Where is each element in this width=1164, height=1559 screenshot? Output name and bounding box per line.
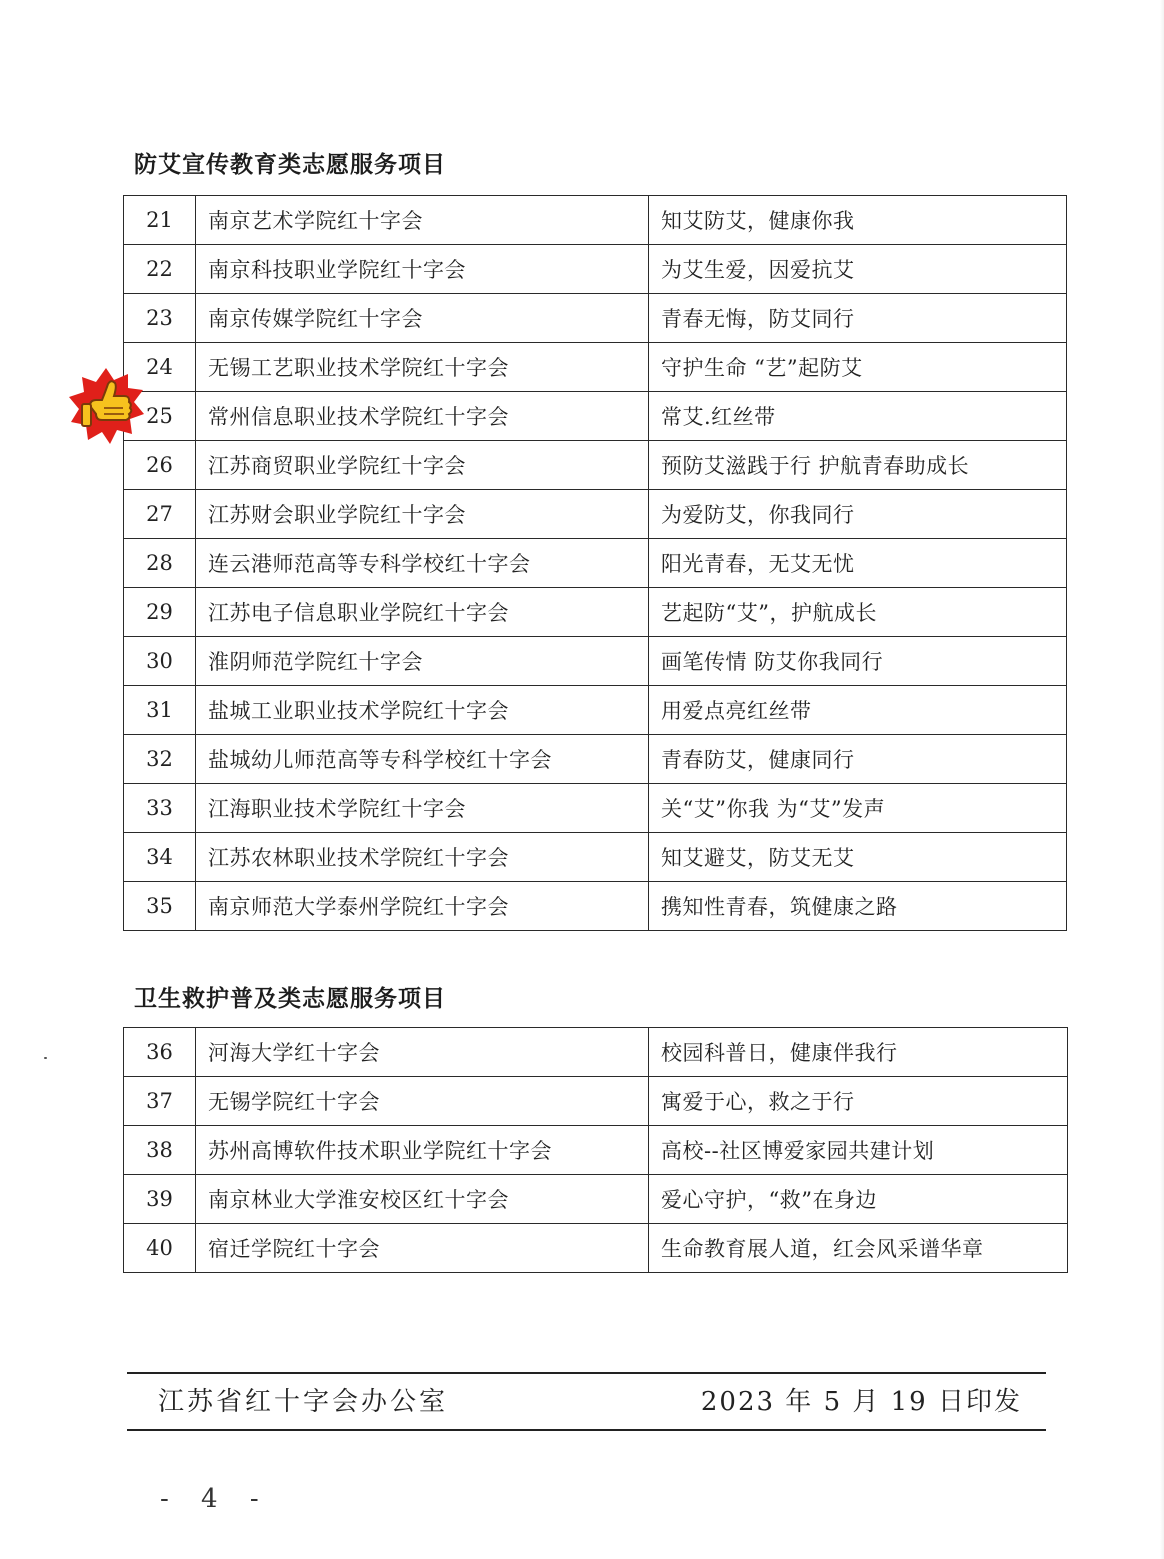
table-row [124, 686, 1067, 735]
row-number: 32 [124, 735, 196, 784]
project-slogan: 青春防艾，健康同行 [649, 735, 1067, 784]
project-slogan: 预防艾滋践于行 护航青春助成长 [649, 441, 1067, 490]
row-number: 40 [124, 1224, 196, 1273]
project-slogan: 爱心守护，“救”在身边 [649, 1175, 1068, 1224]
row-number: 25 [124, 392, 196, 441]
organization-name: 南京师范大学泰州学院红十字会 [196, 882, 649, 931]
project-slogan: 用爱点亮红丝带 [649, 686, 1067, 735]
table-row [124, 882, 1067, 931]
table-row [124, 343, 1067, 392]
row-number: 35 [124, 882, 196, 931]
page-number: - 4 - [160, 1484, 271, 1514]
footer-issuer: 江苏省红十字会办公室 [158, 1387, 449, 1417]
table-row [124, 1126, 1068, 1175]
organization-name: 江海职业技术学院红十字会 [196, 784, 649, 833]
project-table-first-aid [123, 1027, 1068, 1273]
organization-name: 无锡工艺职业技术学院红十字会 [196, 343, 649, 392]
table-row [124, 588, 1067, 637]
organization-name: 苏州高博软件技术职业学院红十字会 [196, 1126, 649, 1175]
project-slogan: 为爱防艾，你我同行 [649, 490, 1067, 539]
row-number: 22 [124, 245, 196, 294]
project-slogan: 艺起防“艾”，护航成长 [649, 588, 1067, 637]
row-number: 28 [124, 539, 196, 588]
footer-rule-top [127, 1372, 1046, 1374]
organization-name: 盐城幼儿师范高等专科学校红十字会 [196, 735, 649, 784]
organization-name: 江苏财会职业学院红十字会 [196, 490, 649, 539]
row-number: 29 [124, 588, 196, 637]
organization-name: 盐城工业职业技术学院红十字会 [196, 686, 649, 735]
organization-name: 江苏电子信息职业学院红十字会 [196, 588, 649, 637]
organization-name: 南京林业大学淮安校区红十字会 [196, 1175, 649, 1224]
row-number: 39 [124, 1175, 196, 1224]
project-slogan: 画笔传情 防艾你我同行 [649, 637, 1067, 686]
section-title-aids-education: 防艾宣传教育类志愿服务项目 [134, 152, 446, 178]
project-slogan: 生命教育展人道，红会风采谱华章 [649, 1224, 1068, 1273]
table-row [124, 245, 1067, 294]
row-number: 37 [124, 1077, 196, 1126]
project-slogan: 青春无悔，防艾同行 [649, 294, 1067, 343]
project-slogan: 校园科普日，健康伴我行 [649, 1028, 1068, 1077]
row-number: 21 [124, 196, 196, 245]
row-number: 36 [124, 1028, 196, 1077]
organization-name: 南京艺术学院红十字会 [196, 196, 649, 245]
scan-edge [1160, 0, 1164, 1559]
footer-print-date: 2023 年 5 月 19 日印发 [700, 1387, 1022, 1417]
project-slogan: 知艾防艾，健康你我 [649, 196, 1067, 245]
footer-rule-bottom [127, 1429, 1046, 1431]
table-row [124, 833, 1067, 882]
project-slogan: 寓爱于心，救之于行 [649, 1077, 1068, 1126]
organization-name: 河海大学红十字会 [196, 1028, 649, 1077]
table-row [124, 1077, 1068, 1126]
project-slogan: 阳光青春，无艾无忧 [649, 539, 1067, 588]
table-row [124, 294, 1067, 343]
row-number: 30 [124, 637, 196, 686]
project-slogan: 携知性青春，筑健康之路 [649, 882, 1067, 931]
organization-name: 南京科技职业学院红十字会 [196, 245, 649, 294]
organization-name: 南京传媒学院红十字会 [196, 294, 649, 343]
table-row [124, 637, 1067, 686]
table-row [124, 1175, 1068, 1224]
table-row [124, 392, 1067, 441]
table-row [124, 539, 1067, 588]
row-number: 34 [124, 833, 196, 882]
organization-name: 常州信息职业技术学院红十字会 [196, 392, 649, 441]
section-title-first-aid: 卫生救护普及类志愿服务项目 [134, 986, 446, 1012]
project-slogan: 守护生命 “艺”起防艾 [649, 343, 1067, 392]
organization-name: 连云港师范高等专科学校红十字会 [196, 539, 649, 588]
row-number: 31 [124, 686, 196, 735]
row-number: 38 [124, 1126, 196, 1175]
project-slogan: 关“艾”你我 为“艾”发声 [649, 784, 1067, 833]
project-table-aids-education [123, 195, 1067, 931]
table-row [124, 196, 1067, 245]
organization-name: 无锡学院红十字会 [196, 1077, 649, 1126]
table-row [124, 784, 1067, 833]
row-number: 23 [124, 294, 196, 343]
row-number: 24 [124, 343, 196, 392]
row-number: 33 [124, 784, 196, 833]
table-row [124, 735, 1067, 784]
organization-name: 江苏商贸职业学院红十字会 [196, 441, 649, 490]
table-row [124, 1224, 1068, 1273]
project-slogan: 知艾避艾，防艾无艾 [649, 833, 1067, 882]
organization-name: 江苏农林职业技术学院红十字会 [196, 833, 649, 882]
table-row [124, 1028, 1068, 1077]
organization-name: 淮阴师范学院红十字会 [196, 637, 649, 686]
organization-name: 宿迁学院红十字会 [196, 1224, 649, 1273]
project-slogan: 高校--社区博爱家园共建计划 [649, 1126, 1068, 1175]
row-number: 27 [124, 490, 196, 539]
table-row [124, 441, 1067, 490]
row-number: 26 [124, 441, 196, 490]
table-row [124, 490, 1067, 539]
project-slogan: 常艾.红丝带 [649, 392, 1067, 441]
project-slogan: 为艾生爱，因爱抗艾 [649, 245, 1067, 294]
scan-speck [44, 1057, 47, 1059]
thumbs-up-icon [66, 366, 146, 446]
